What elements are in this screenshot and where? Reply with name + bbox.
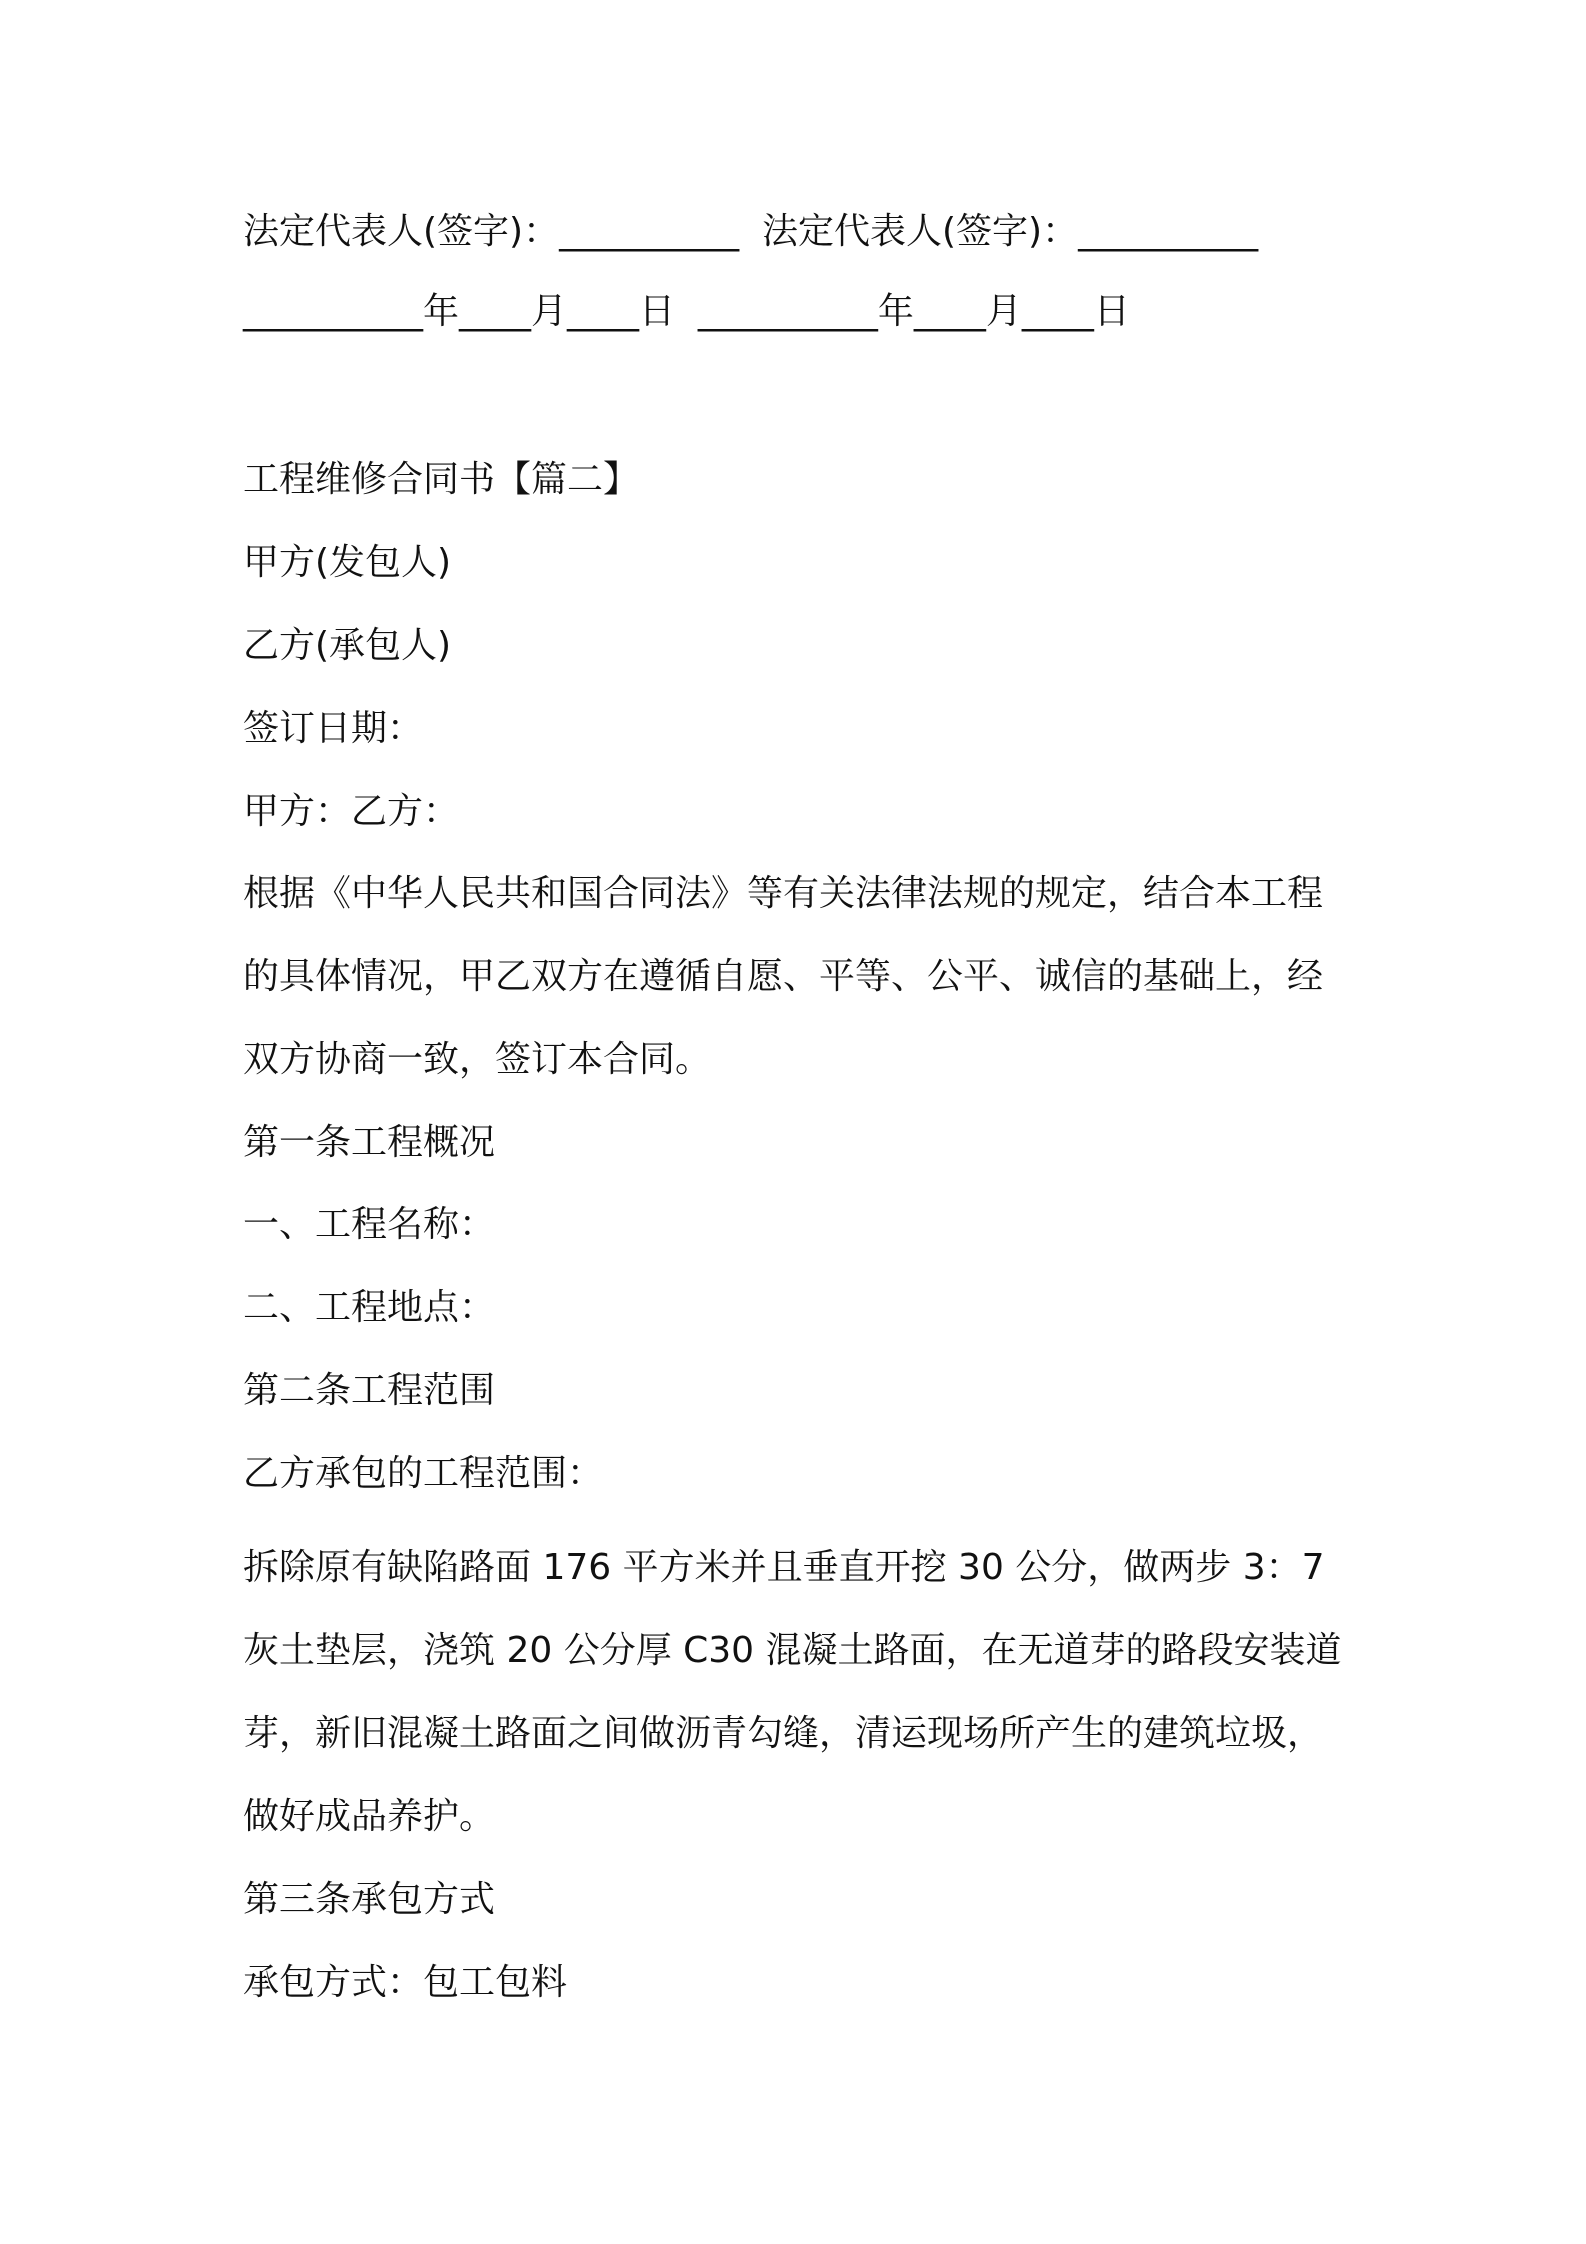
article-2-heading: 第二条工程范围 <box>243 1370 496 1411</box>
article-2-body-line-3: 芽，新旧混凝土路面之间做沥青勾缝，清运现场所产生的建筑垃圾， <box>243 1713 1324 1754</box>
article-2-body-line-4: 做好成品养护。 <box>243 1796 496 1837</box>
article-1-item-1: 一、工程名称： <box>243 1204 496 1245</box>
article-1-item-2: 二、工程地点： <box>243 1287 496 1328</box>
party-b-label: 乙方(承包人) <box>243 625 452 666</box>
article-2-lead: 乙方承包的工程范围： <box>243 1453 604 1494</box>
article-3-heading: 第三条承包方式 <box>243 1879 496 1920</box>
document-title: 工程维修合同书【篇二】 <box>243 459 640 500</box>
article-2-body-line-2: 灰土垫层，浇筑 20 公分厚 C30 混凝土路面，在无道芽的路段安装道 <box>243 1630 1342 1671</box>
party-a-label: 甲方(发包人) <box>243 542 452 583</box>
intro-line-1: 根据《中华人民共和国合同法》等有关法律法规的规定，结合本工程 <box>243 873 1324 914</box>
parties-line: 甲方：乙方： <box>243 791 460 832</box>
signature-line: 法定代表人(签字)：__________ 法定代表人(签字)：__________ <box>243 211 1259 252</box>
article-1-heading: 第一条工程概况 <box>243 1122 496 1163</box>
signing-date-label: 签订日期： <box>243 708 424 749</box>
intro-line-2: 的具体情况，甲乙双方在遵循自愿、平等、公平、诚信的基础上，经 <box>243 956 1324 997</box>
article-3-item-1: 承包方式：包工包料 <box>243 1962 568 2003</box>
article-2-body-line-1: 拆除原有缺陷路面 176 平方米并且垂直开挖 30 公分，做两步 3：7 <box>243 1547 1325 1588</box>
intro-line-3: 双方协商一致，签订本合同。 <box>243 1039 712 1080</box>
date-line: __________年____月____日 __________年____月____日 <box>243 291 1130 332</box>
